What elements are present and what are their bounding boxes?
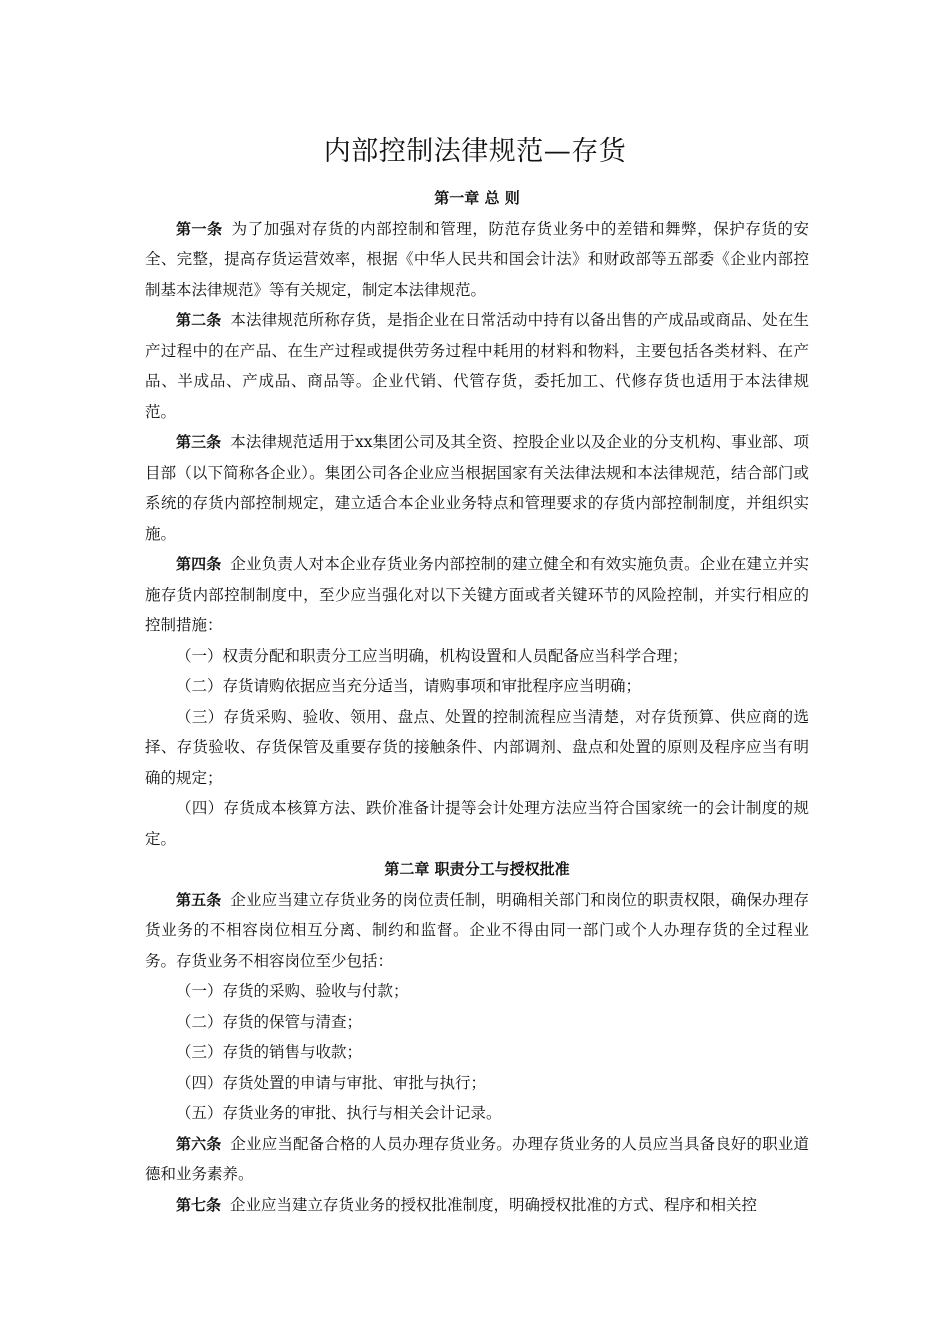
chapter-heading: 第一章 总 则	[434, 189, 520, 207]
article-text: 本法律规范适用于xx集团公司及其全资、控股企业以及企业的分支机构、事业部、项目部（以下简称各企业）。集团公司各企业应当根据国家有关法律法规和本法律规范，结合部门或系统的存货内部控制规定，建立适合本企业业务特点和管理要求的存货内部控制制度，并组织实施。	[145, 433, 809, 543]
list-item: （一）存货的采购、验收与付款；	[176, 982, 409, 1000]
list-item: （三）存货的销售与收款；	[176, 1043, 363, 1061]
document-title: 内部控制法律规范—存货	[323, 136, 627, 167]
article-text: 企业应当配备合格的人员办理存货业务。办理存货业务的人员应当具备良好的职业道德和业务素养。	[145, 1134, 809, 1183]
article-text: 企业应当建立存货业务的授权批准制度，明确授权批准的方式、程序和相关控	[230, 1195, 758, 1214]
list-item: （五）存货业务的审批、执行与相关会计记录。	[176, 1104, 502, 1122]
article-paragraph	[145, 1129, 809, 1190]
list-item: （四）存货成本核算方法、跌价准备计提等会计处理方法应当符合国家统一的会计制度的规定。	[145, 799, 809, 848]
article-text: 企业负责人对本企业存货业务内部控制的建立健全和有效实施负责。企业在建立并实施存货内部控制制度中，至少应当强化对以下关键方面或者关键环节的风险控制，并实行相应的控制措施：	[145, 555, 809, 634]
list-item: （一）权责分配和职责分工应当明确，机构设置和人员配备应当科学合理；	[176, 646, 688, 665]
article-paragraph	[145, 549, 809, 641]
document-body	[145, 183, 809, 1220]
article-paragraph	[145, 1190, 809, 1221]
article-text: 企业应当建立存货业务的岗位责任制，明确相关部门和岗位的职责权限，确保办理存货业务的不相容岗位相互分离、制约和监督。企业不得由同一部门或个人办理存货的全过程业务。存货业务不相容岗位至少包括：	[145, 890, 809, 970]
article-label: 第四条	[176, 555, 222, 573]
article-paragraph	[145, 305, 809, 427]
list-item: （二）存货请购依据应当充分适当，请购事项和审批程序应当明确；	[176, 677, 642, 695]
list-item: （三）存货采购、验收、领用、盘点、处置的控制流程应当清楚，对存货预算、供应商的选择、存货验收、存货保管及重要存货的接触条件、内部调剂、盘点和处置的原则及程序应当有明确的规定；	[145, 707, 809, 787]
article-label: 第六条	[176, 1134, 222, 1153]
article-text: 为了加强对存货的内部控制和管理，防范存货业务中的差错和舞弊，保护存货的安全、完整，提高存货运营效率，根据《中华人民共和国会计法》和财政部等五部委《企业内部控制基本法律规范》等有关规定，制定本法律规范。	[145, 219, 809, 299]
article-label: 第五条	[176, 890, 222, 909]
article-label: 第一条	[176, 219, 223, 238]
article-label: 第二条	[176, 311, 222, 329]
article-paragraph	[145, 427, 809, 549]
article-label: 第七条	[176, 1195, 222, 1214]
article-text: 本法律规范所称存货，是指企业在日常活动中持有以备出售的产成品或商品、处在生产过程中的在产品、在生产过程或提供劳务过程中耗用的材料和物料，主要包括各类材料、在产品、半成品、产成品、商品等。企业代销、代管存货，委托加工、代修存货也适用于本法律规范。	[145, 311, 809, 421]
list-item: （二）存货的保管与清查；	[176, 1012, 363, 1031]
chapter-heading: 第二章 职责分工与授权批准	[384, 860, 570, 878]
article-paragraph	[145, 885, 809, 977]
article-label: 第三条	[176, 433, 222, 451]
article-paragraph	[145, 214, 809, 306]
list-item: （四）存货处置的申请与审批、审批与执行；	[176, 1073, 487, 1092]
